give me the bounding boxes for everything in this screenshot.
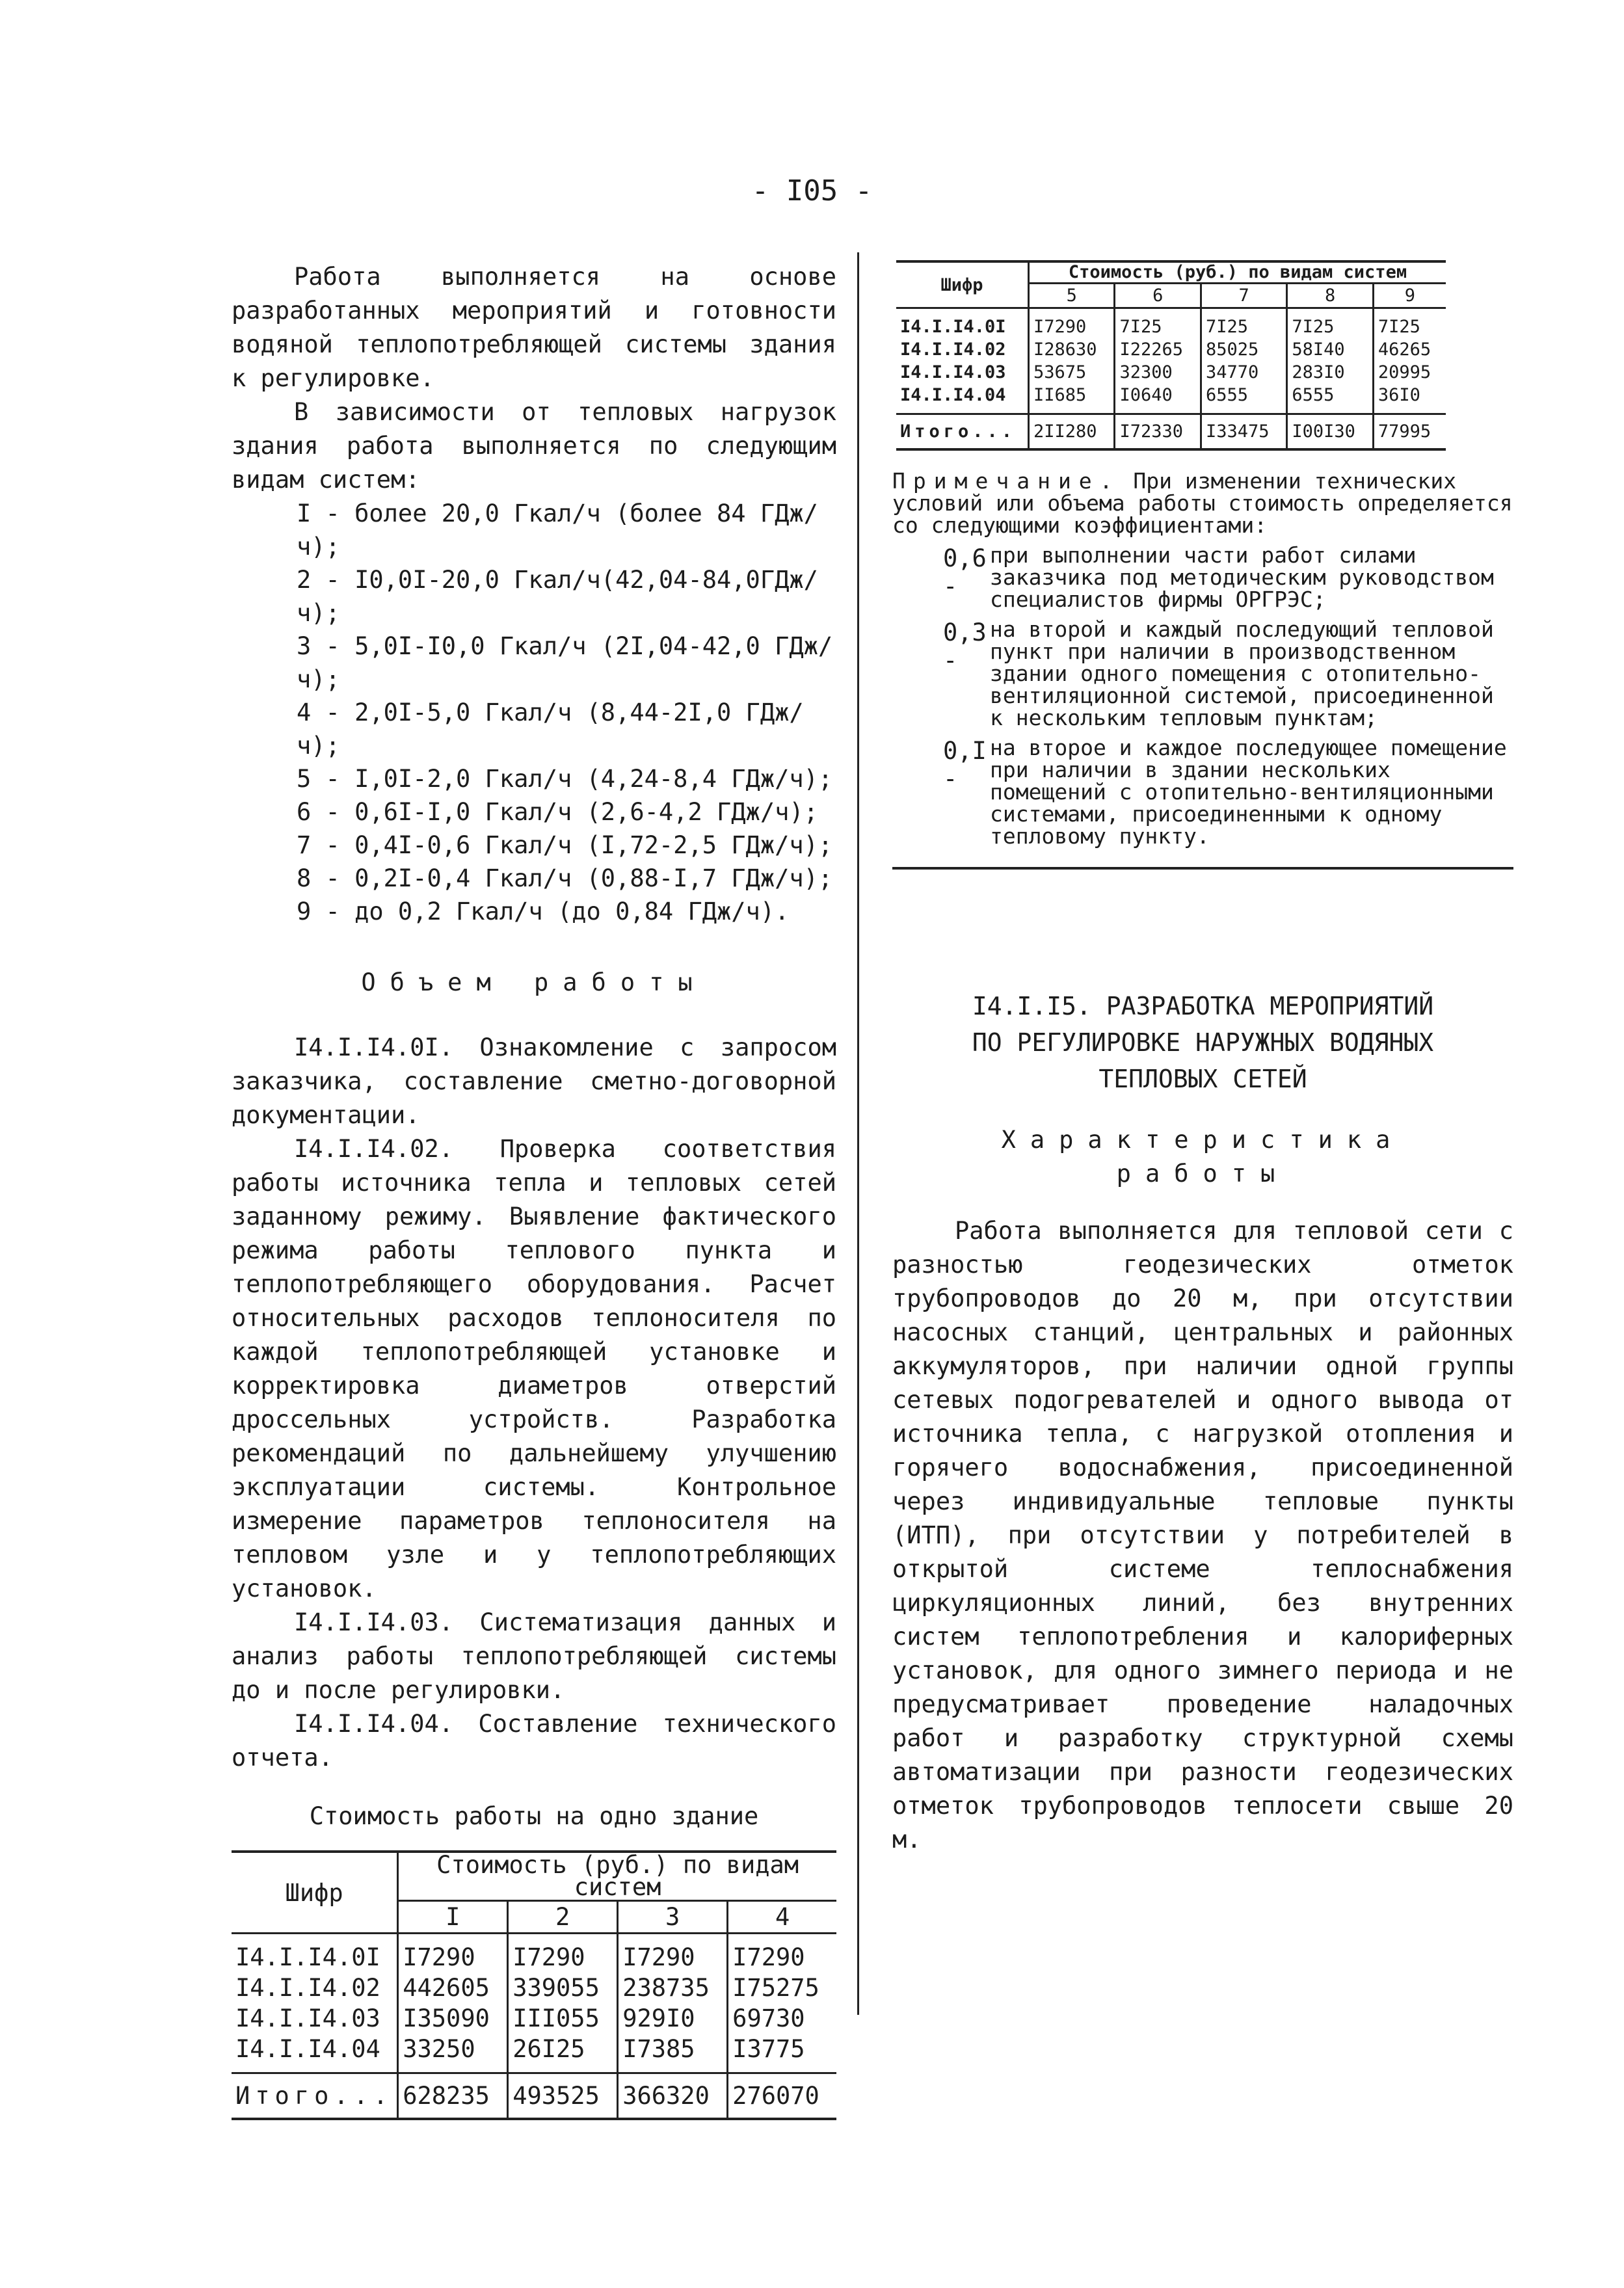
cell-value: 20995 <box>1373 361 1446 384</box>
coefficient-text: на второй и каждый последующий тепловой пункт при наличии в производственном здании одного помещения с отопительно-вентиляционной системой, присоединенной к нескольким тепловым пунктам; <box>990 617 1494 730</box>
cell-value: 58I40 <box>1287 338 1373 361</box>
system-item: 7 - 0,4I-0,6 Гкал/ч (I,72-2,5 ГДж/ч); <box>297 831 833 859</box>
col-header: I <box>398 1901 508 1934</box>
cell-value: 339055 <box>508 1973 618 2003</box>
cell-value: 33250 <box>398 2034 508 2073</box>
total-row <box>896 414 1446 450</box>
col-header: 9 <box>1373 284 1446 308</box>
coefficient-text: при выполнении части работ силами заказчика под методическим руководством специалистов фирмы ОРГРЭС; <box>990 542 1494 612</box>
col-header: 8 <box>1287 284 1373 308</box>
characteristic-title: Характеристика <box>1001 1126 1405 1154</box>
total-value: 493525 <box>508 2073 618 2120</box>
row-code: I4.I.I4.0I <box>235 1943 380 1971</box>
characteristic-subtitle: работы <box>1116 1160 1290 1188</box>
table-row <box>896 308 1446 339</box>
coefficient-value: 0,I - <box>943 737 987 793</box>
scope-item: I4.I.I4.04. Составление технического отчета. <box>232 1710 836 1772</box>
table-row <box>232 2003 836 2034</box>
cell-value: 7I25 <box>1201 308 1286 339</box>
row-code: I4.I.I4.0I <box>900 317 1006 337</box>
cell-value: I7385 <box>618 2034 728 2073</box>
col-header: 3 <box>618 1901 728 1934</box>
section-heading-line: ПО РЕГУЛИРОВКЕ НАРУЖНЫХ ВОДЯНЫХ <box>972 1028 1434 1057</box>
cell-value: I7290 <box>508 1934 618 1973</box>
coefficient-item <box>892 544 1513 611</box>
cell-value: 442605 <box>398 1973 508 2003</box>
total-value: 628235 <box>398 2073 508 2120</box>
page-number: - I05 - <box>751 174 873 207</box>
cell-value: 7I25 <box>1287 308 1373 339</box>
system-item: 3 - 5,0I-I0,0 Гкал/ч (2I,04-42,0 ГДж/ч); <box>297 632 833 693</box>
cell-value: 32300 <box>1115 361 1201 384</box>
col-header: 5 <box>1029 284 1115 308</box>
col-code-header: Шифр <box>232 1852 398 1934</box>
table-row <box>896 338 1446 361</box>
row-code: I4.I.I4.03 <box>900 362 1006 382</box>
cell-value: I75275 <box>728 1973 836 2003</box>
system-item: 9 - до 0,2 Гкал/ч (до 0,84 ГДж/ч). <box>297 898 790 925</box>
cell-value: 26I25 <box>508 2034 618 2073</box>
coefficient-value: 0,6 - <box>943 544 987 600</box>
scope-item: I4.I.I4.0I. Ознакомление с запросом заказчика, составление сметно-договорной документации. <box>232 1033 836 1129</box>
total-value: I00I30 <box>1287 414 1373 450</box>
scope-title: Объем работы <box>361 968 707 996</box>
total-value: 366320 <box>618 2073 728 2120</box>
total-value: 2II280 <box>1029 414 1115 450</box>
total-value: I72330 <box>1115 414 1201 450</box>
cell-value: I0640 <box>1115 384 1201 414</box>
coefficient-text: на второе и каждое последующее помещение при наличии в здании нескольких помещений с отопительно-вентиляционными системами, присоединенными к одному тепловому пункту. <box>990 735 1507 849</box>
total-label: Итого... <box>235 2082 393 2110</box>
cell-value: 238735 <box>618 1973 728 2003</box>
cell-value: I22265 <box>1115 338 1201 361</box>
col-group-header: Стоимость (руб.) по видам систем <box>1029 261 1446 284</box>
system-item: 8 - 0,2I-0,4 Гкал/ч (0,88-I,7 ГДж/ч); <box>297 864 833 892</box>
characteristic-text: Работа выполняется для тепловой сети с разностью геодезических отметок трубопроводов до 20 м, при отсутствии насосных станций, центральных и районных аккумуляторов, при наличии одной группы сетевых подогревателей и одного вывода от источника тепла, с нагрузкой отопления и горячего водоснабжения, присоединенной через индивидуальные тепловые пункты (ИТП), при отсутствии у потребителей в открытой системе теплоснабжения циркуляционных линий, без внутренних систем теплопотребления и калориферных установок, для одного зимнего периода и не предусматривает проведение наладочных работ и разработку структурной схемы автоматизации при разности геодезических отметок трубопроводов теплосети свыше 20 м. <box>892 1217 1513 1854</box>
right-column <box>892 260 1513 1857</box>
row-code: I4.I.I4.02 <box>900 339 1006 360</box>
loads-intro-paragraph: В зависимости от тепловых нагрузок здания работа выполняется по следующим видам систем: <box>232 398 836 494</box>
col-header: 7 <box>1201 284 1286 308</box>
cell-value: 53675 <box>1029 361 1115 384</box>
cell-value: I7290 <box>398 1934 508 1973</box>
coefficient-item <box>892 737 1513 847</box>
cell-value: 283I0 <box>1287 361 1373 384</box>
cell-value: 46265 <box>1373 338 1446 361</box>
row-code: I4.I.I4.04 <box>232 2034 398 2073</box>
col-group-header: Стоимость (руб.) по видам систем <box>398 1852 836 1901</box>
coefficient-value: 0,3 - <box>943 619 987 674</box>
table-row <box>232 1973 836 2003</box>
table-row <box>896 384 1446 414</box>
scope-item: I4.I.I4.03. Систематизация данных и анализ работы теплопотребляющей системы до и после регулировки. <box>232 1608 836 1704</box>
cell-value: I7290 <box>618 1934 728 1973</box>
row-code: I4.I.I4.03 <box>235 2004 380 2032</box>
cell-value: I7290 <box>1029 308 1115 339</box>
column-divider <box>857 252 859 2015</box>
cell-value: 85025 <box>1201 338 1286 361</box>
intro-paragraph: Работа выполняется на основе разработанных мероприятий и готовности водяной теплопотребляющей системы здания к регулировке. <box>232 263 836 392</box>
cell-value: II685 <box>1029 384 1115 414</box>
cost-table-title: Стоимость работы на одно здание <box>309 1802 759 1830</box>
system-item: I - более 20,0 Гкал/ч (более 84 ГДж/ч); <box>297 499 818 561</box>
cell-value: I35090 <box>398 2003 508 2034</box>
cell-value: I7290 <box>728 1934 836 1973</box>
cell-value: 6555 <box>1287 384 1373 414</box>
col-header: 6 <box>1115 284 1201 308</box>
cell-value: 34770 <box>1201 361 1286 384</box>
table-row <box>232 1934 836 1973</box>
cell-value: 6555 <box>1201 384 1286 414</box>
total-value: 276070 <box>728 2073 836 2120</box>
cost-table-systems-5-9 <box>896 260 1446 451</box>
cost-table-systems-1-4 <box>232 1850 836 2120</box>
systems-list <box>232 497 836 928</box>
row-code: I4.I.I4.04 <box>896 384 1029 414</box>
note-label: Примечание. <box>892 468 1121 494</box>
cell-value: 7I25 <box>1373 308 1446 339</box>
system-item: 4 - 2,0I-5,0 Гкал/ч (8,44-2I,0 ГДж/ч); <box>297 698 804 760</box>
note-text: При изменении технических условий или объема работы стоимость определяется со следующими коэффициентами: <box>892 468 1513 538</box>
system-item: 2 - I0,0I-20,0 Гкал/ч(42,04-84,0ГДж/ч); <box>297 566 818 627</box>
cell-value: I28630 <box>1029 338 1115 361</box>
row-code: I4.I.I4.02 <box>235 1974 380 2002</box>
section-heading-line: I4.I.I5. РАЗРАБОТКА МЕРОПРИЯТИЙ <box>972 992 1434 1020</box>
cell-value: I3775 <box>728 2034 836 2073</box>
table-row <box>896 361 1446 384</box>
section-heading-line: ТЕПЛОВЫХ СЕТЕЙ <box>1098 1065 1307 1093</box>
system-item: 5 - I,0I-2,0 Гкал/ч (4,24-8,4 ГДж/ч); <box>297 765 833 793</box>
cell-value: 69730 <box>728 2003 836 2034</box>
total-row <box>232 2073 836 2120</box>
left-column <box>232 260 836 2120</box>
section-divider <box>892 867 1513 870</box>
section-heading <box>892 988 1513 1097</box>
scope-item: I4.I.I4.02. Проверка соответствия работы источника тепла и тепловых сетей заданному режиму. Выявление фактического режима работы теплового пункта и теплопотребляющего оборудования. Расчет относительных расходов теплоносителя по каждой теплопотребляющей установке и корректировка диаметров отверстий дроссельных устройств. Разработка рекомендаций по дальнейшему улучшению эксплуатации системы. Контрольное измерение параметров теплоносителя на тепловом узле и у теплопотребляющих установок. <box>232 1135 836 1603</box>
cell-value: III055 <box>508 2003 618 2034</box>
col-header: 2 <box>508 1901 618 1934</box>
cell-value: 36I0 <box>1373 384 1446 414</box>
total-value: I33475 <box>1201 414 1286 450</box>
col-code-header: Шифр <box>896 261 1029 308</box>
note-block <box>892 470 1513 847</box>
total-label: Итого... <box>900 421 1017 442</box>
cell-value: 7I25 <box>1115 308 1201 339</box>
cell-value: 929I0 <box>618 2003 728 2034</box>
col-header: 4 <box>728 1901 836 1934</box>
total-value: 77995 <box>1373 414 1446 450</box>
system-item: 6 - 0,6I-I,0 Гкал/ч (2,6-4,2 ГДж/ч); <box>297 798 818 826</box>
coefficient-item <box>892 619 1513 729</box>
table-row <box>232 2034 836 2073</box>
